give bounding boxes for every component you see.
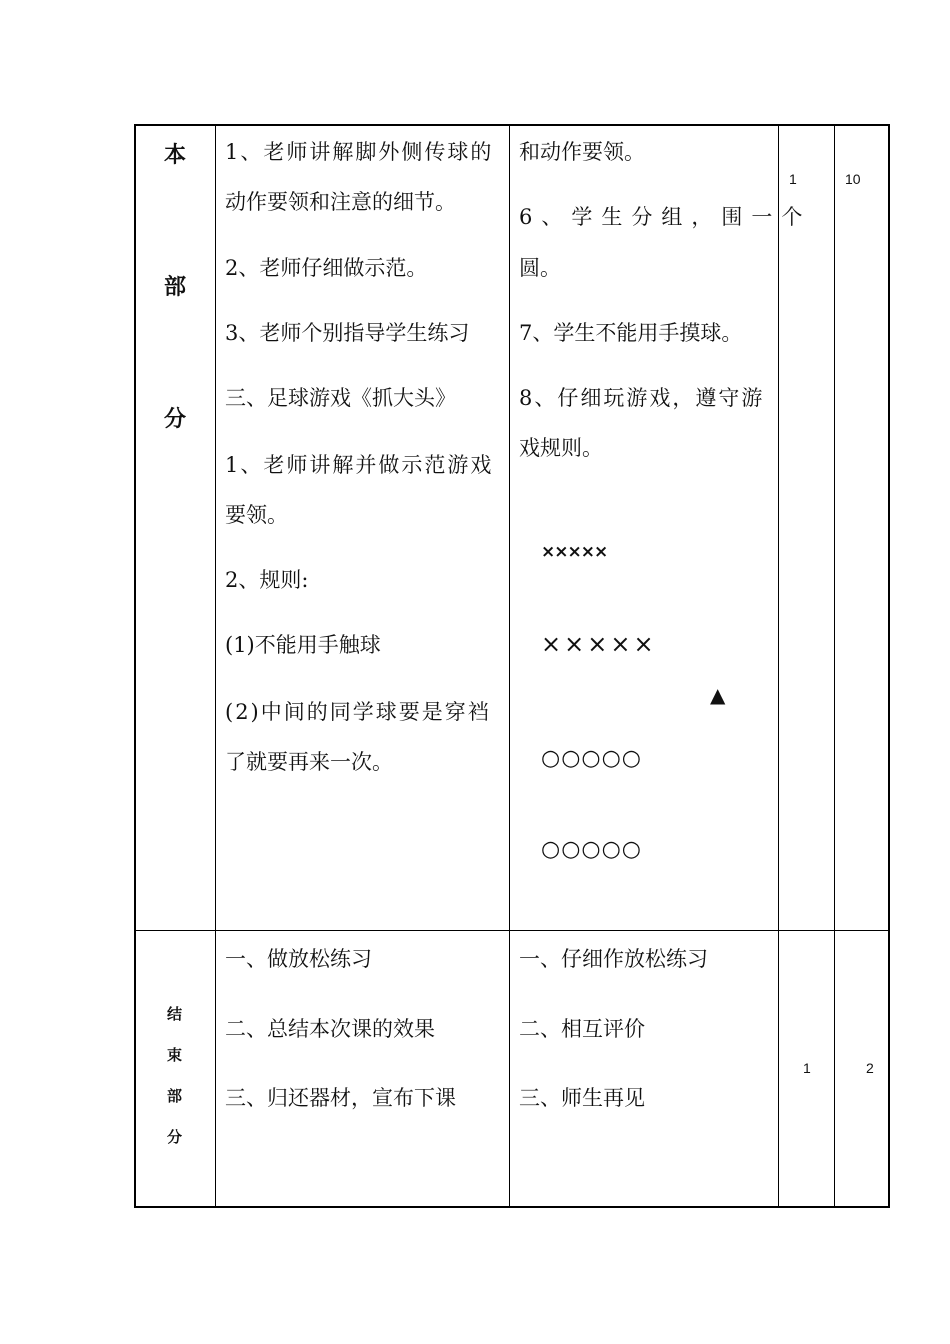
formation-row-crosses: ××××× [541,630,657,658]
teacher-activity-line: 2、老师仔细做示范。 [225,256,428,280]
end-teacher-line: 二、总结本次课的效果 [225,1017,435,1041]
main-section-minutes: 10 [845,171,861,187]
student-activity-line: 8、仔细玩游戏，遵守游 [519,386,765,410]
end-teacher-line: 一、做放松练习 [225,947,372,971]
table-right-border [888,124,890,1208]
end-section-label-char: 结 [167,1005,183,1023]
end-section-count: 1 [803,1060,811,1076]
end-section-label-char: 分 [167,1128,183,1146]
student-activity-line: 6、学生分组，围一个 [519,205,812,229]
formation-row-circles: ○○○○○ [541,837,642,862]
formation-row-circles: ○○○○○ [541,746,642,771]
col-divider-2 [509,124,510,1208]
end-section-label-char: 束 [167,1046,183,1064]
main-section-label-char: 部 [164,275,187,300]
teacher-activity-line: (1)不能用手触球 [225,633,381,657]
end-section-minutes: 2 [866,1060,874,1076]
teacher-activity-line: 1、老师讲解脚外侧传球的 [225,140,494,164]
teacher-activity-line: (2)中间的同学球要是穿裆 [225,700,491,724]
end-teacher-line: 三、归还器材，宣布下课 [225,1086,456,1110]
student-activity-line: 戏规则。 [519,436,603,460]
teacher-activity-line: 了就要再来一次。 [225,750,393,774]
teacher-activity-line: 动作要领和注意的细节。 [225,190,456,214]
student-activity-line: 7、学生不能用手摸球。 [519,321,743,345]
teacher-activity-line: 1、老师讲解并做示范游戏 [225,453,494,477]
main-section-label-char: 本 [164,143,187,168]
table-left-border [134,124,136,1208]
teacher-activity-line: 三、足球游戏《抓大头》 [225,386,456,410]
table-top-border [134,124,890,126]
teacher-activity-line: 3、老师个别指导学生练习 [225,321,470,345]
student-activity-line: 和动作要领。 [519,140,645,164]
main-section-label-char: 分 [164,407,187,432]
teacher-activity-line: 2、规则: [225,568,309,592]
formation-row-crosses-small: ××××× [541,542,608,562]
end-section-label-char: 部 [167,1087,183,1105]
teacher-position-triangle: ▲ [710,683,726,707]
col-divider-4 [834,124,835,1208]
main-section-count: 1 [789,171,797,187]
teacher-activity-line: 要领。 [225,503,288,527]
student-activity-line: 圆。 [519,256,561,280]
row-divider [134,930,890,931]
table-bottom-border [134,1206,890,1208]
end-student-line: 一、仔细作放松练习 [519,947,708,971]
col-divider-1 [215,124,216,1208]
end-student-line: 二、相互评价 [519,1017,645,1041]
end-student-line: 三、师生再见 [519,1086,645,1110]
col-divider-3 [778,124,779,1208]
